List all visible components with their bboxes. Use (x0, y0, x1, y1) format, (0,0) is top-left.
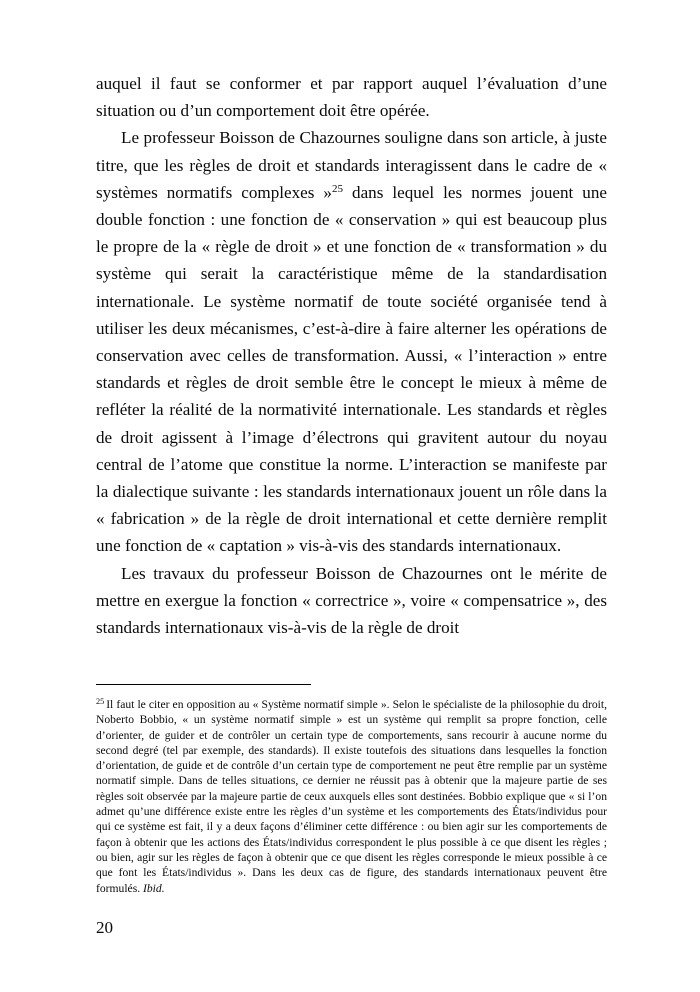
footnote-25 (96, 697, 607, 896)
footnote-block (96, 697, 607, 896)
footnote-number-25: 25 (96, 696, 105, 706)
paragraph-2-text-after-footnote-marker: dans lequel les normes jouent une double fonction : une fonction de « conservation » qui est beaucoup plus le propre de la « règle de droit » et une fonction de « transformation » du système qui serait la caractéristique même de la standardisation internationale. Le système normatif de toute société organisée tend à utiliser les deux mécanismes, c’est-à-dire à faire alterner les opérations de conservation avec celles de transformation. Aussi, « l’interaction » entre standards et règles de droit semble être le concept le mieux à même de refléter la réalité de la normativité internationale. Les standards et règles de droit agissent à l’image d’électrons qui gravitent autour du noyau central de l’atome que constitue la norme. L’interaction se manifeste par la dialectique suivante : les standards internationaux jouent un rôle dans la « fabrication » de la règle de droit international et cette dernière remplit une fonction de « captation » vis-à-vis des standards internationaux. (96, 182, 607, 556)
footnote-25-ibid: Ibid. (143, 881, 165, 895)
paragraph-2 (96, 124, 607, 559)
body-text-block (96, 70, 607, 641)
footnote-25-text: Il faut le citer en opposition au « Système normatif simple ». Selon le spécialiste de la philosophie du droit, Noberto Bobbio, « un système normatif simple » est un système qui remplit sa propre fonction, celle d’orienter, de guider et de contrôler un certain type de comportements, sans recourir à aucune norme du second degré (tel par exemple, des standards). Il existe toutefois des situations dans lesquelles la fonction d’orientation, de guide et de contrôle d’un certain type de comportement ne peut être remplie par un système normatif simple. Dans de telles situations, ce dernier ne réussit pas à obtenir que la majeure partie de ses règles soit observée par la majeure partie de ceux auxquels elles sont destinées. Bobbio explique que « si l’on admet qu’une différence existe entre les règles d’un système et les comportements des États/individus pour qui ce système est fait, il y a deux façons d’éliminer cette différence : ou bien agir sur les comportements de façon à obtenir que les actions des États/individus correspondent le plus possible à ce que disent les règles ; ou bien, agir sur les règles de façon à obtenir que ce que disent les règles corresponde le mieux possible à ce que font les États/individus ». Dans les deux cas de figure, des standards internationaux peuvent être formulés. (96, 698, 607, 895)
footnote-separator-rule (96, 684, 311, 685)
footnote-marker-25[interactable]: 25 (331, 182, 343, 195)
paragraph-1: auquel il faut se conformer et par rapport auquel l’évaluation d’une situation ou d’un comportement doit être opérée. (96, 74, 607, 121)
paragraph-3: Les travaux du professeur Boisson de Chazournes ont le mérite de mettre en exergue la fonction « correctrice », voire « compensatrice », des standards internationaux vis-à-vis de la règle de droit (96, 563, 607, 638)
paragraph-2-text-before-footnote-marker: Le professeur Boisson de Chazournes souligne dans son article, à juste titre, que les règles de droit et standards interagissent dans le cadre de « systèmes normatifs complexes » (96, 128, 607, 202)
page-number: 20 (96, 918, 114, 937)
